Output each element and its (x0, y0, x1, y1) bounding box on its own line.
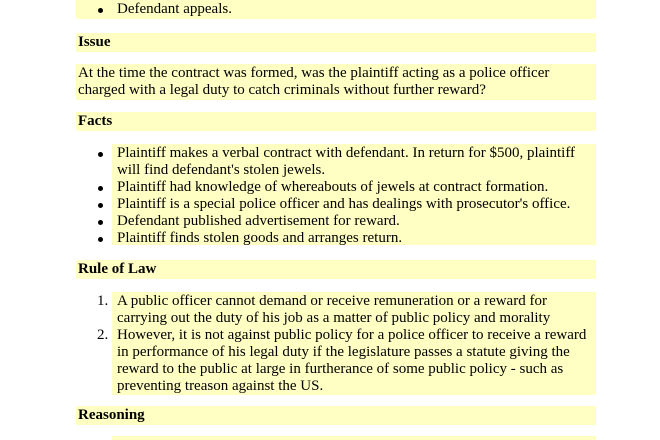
issue-text-line: At the time the contract was formed, was the plaintiff acting as a police officer (78, 65, 550, 81)
highlight-facts-heading (76, 112, 596, 131)
bullet-icon (98, 237, 103, 242)
list-number: 2. (97, 327, 109, 343)
section-heading-reasoning: Reasoning (78, 407, 145, 423)
rule-item-line: However, it is not against public policy for a police officer to receive a reward (117, 327, 587, 343)
highlight-reasoning-heading (76, 406, 596, 425)
list-item: Defendant appeals. (117, 1, 232, 17)
fact-item-line: Plaintiff had knowledge of whereabouts of jewels at contract formation. (117, 179, 549, 195)
highlight-reasoning-body (112, 436, 596, 440)
fact-item-line: Plaintiff finds stolen goods and arranges return. (117, 230, 403, 246)
highlight-issue-heading (76, 33, 596, 52)
rule-item-line: in performance of his legal duty if the legislature passes a statute giving the (117, 344, 570, 360)
fact-item-line: will find defendant's stolen jewels. (117, 162, 326, 178)
fact-item-line: Plaintiff is a special police officer and has dealings with prosecutor's office. (117, 196, 571, 212)
bullet-icon (98, 203, 103, 208)
rule-item-line: carrying out the duty of his job as a matter of public policy and morality (117, 310, 551, 326)
bullet-icon (98, 220, 103, 225)
rule-item-line: A public officer cannot demand or receive remuneration or a reward for (117, 293, 547, 309)
fact-item-line: Plaintiff makes a verbal contract with defendant. In return for $500, plaintiff (117, 145, 576, 161)
issue-text-line: charged with a legal duty to catch criminals without further reward? (78, 82, 486, 98)
list-number: 1. (97, 293, 109, 309)
bullet-icon (98, 152, 103, 157)
bullet-icon (98, 8, 103, 13)
section-heading-issue: Issue (78, 34, 111, 50)
fact-item-line: Defendant published advertisement for reward. (117, 213, 400, 229)
section-heading-facts: Facts (78, 113, 113, 129)
section-heading-rule-of-law: Rule of Law (78, 261, 157, 277)
rule-item-line: preventing treason against the US. (117, 378, 324, 394)
rule-item-line: reward to the public at large in furtherance of some public policy - such as (117, 361, 564, 377)
bullet-icon (98, 186, 103, 191)
